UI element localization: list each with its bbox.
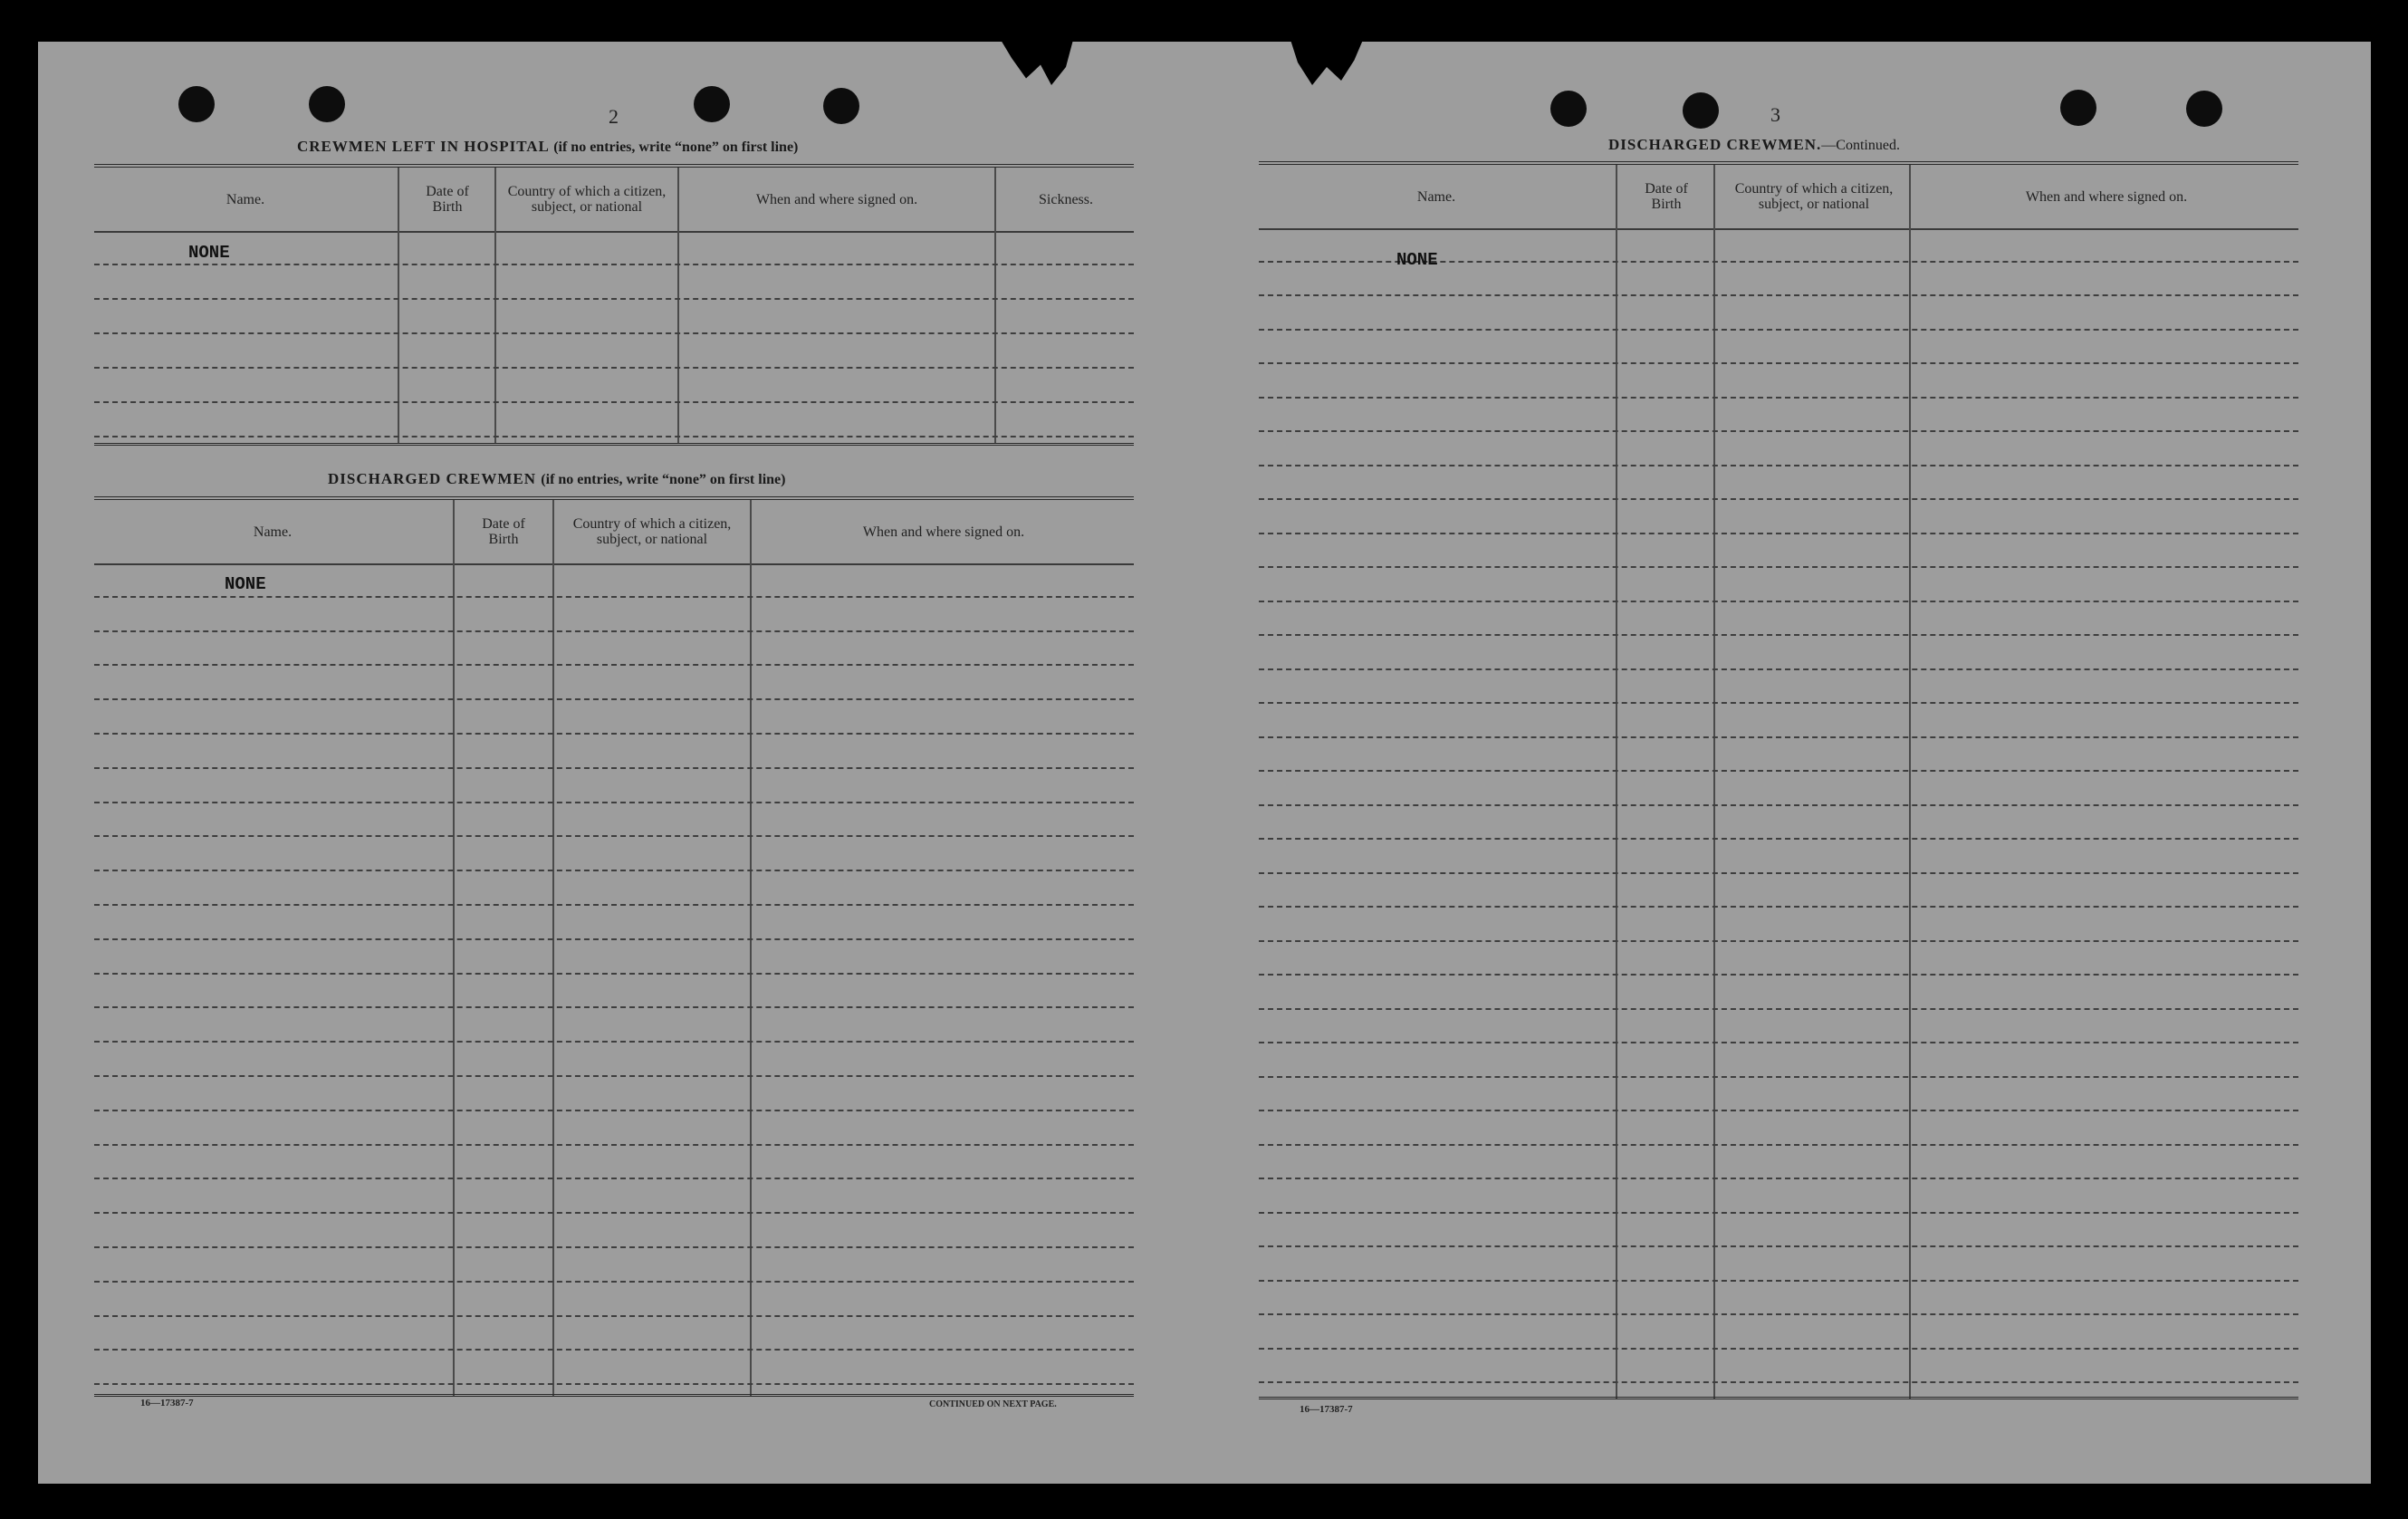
column-header-name: Name. [225, 191, 265, 207]
ruled-line [94, 298, 1134, 300]
ruled-line [94, 1178, 1134, 1179]
ruled-line [94, 332, 1134, 334]
ruled-line [94, 1006, 1134, 1008]
hospital-form-header [94, 168, 1134, 231]
ruled-line [1259, 1280, 2298, 1282]
discharged-continued-title-text: DISCHARGED CREWMEN. [1608, 136, 1822, 153]
ruled-line [94, 870, 1134, 871]
ruled-line [94, 630, 1134, 632]
column-header-signed-on: When and where signed on. [862, 524, 1025, 540]
hospital-section-title [297, 138, 798, 156]
column-divider [1713, 165, 1715, 1399]
discharged-continued-header [1259, 165, 2298, 228]
ruled-line [1259, 329, 2298, 331]
ruled-line [1259, 668, 2298, 670]
discharged-form-header [94, 500, 1134, 563]
ruled-line [1259, 1178, 2298, 1179]
ruled-line [1259, 1381, 2298, 1383]
ruled-line [94, 1041, 1134, 1043]
punch-hole [2060, 90, 2096, 126]
ruled-line [1259, 838, 2298, 840]
discharged-continued-entry-none: NONE [1396, 250, 1438, 270]
discharged-form-left [94, 496, 1134, 1406]
ruled-line [94, 973, 1134, 975]
column-header-country: Country of which a citizen, subject, or national [1734, 181, 1894, 212]
discharged-entry-none: NONE [225, 574, 266, 594]
column-divider [552, 500, 554, 1397]
ruled-line [1259, 430, 2298, 432]
page-number: 2 [609, 105, 619, 128]
form-number: 16—17387-7 [140, 1398, 194, 1408]
column-header-signed-on: When and where signed on. [755, 191, 918, 207]
ruled-line [94, 1144, 1134, 1146]
column-header-sickness: Sickness. [1039, 191, 1093, 207]
form-number: 16—17387-7 [1300, 1404, 1353, 1415]
ruled-line [1259, 1313, 2298, 1315]
ruled-line [94, 1246, 1134, 1248]
column-divider [1616, 165, 1617, 1399]
ruled-line [1259, 940, 2298, 942]
ruled-line [1259, 498, 2298, 500]
ruled-line [1259, 533, 2298, 534]
ruled-line [1259, 566, 2298, 568]
ruled-line [94, 1349, 1134, 1351]
ruled-line [94, 436, 1134, 437]
ruled-line [94, 1110, 1134, 1111]
page-number: 3 [1770, 103, 1780, 126]
punch-hole [1683, 92, 1719, 129]
hospital-entry-none: NONE [188, 243, 230, 263]
column-header-date-of-birth: Date of Birth [426, 184, 469, 215]
continued-on-next-page: CONTINUED ON NEXT PAGE. [929, 1399, 1057, 1409]
column-header-country: Country of which a citizen, subject, or national [572, 516, 732, 547]
ruled-line [1259, 1245, 2298, 1247]
ruled-line [94, 367, 1134, 369]
hospital-title-note: (if no entries, write “none” on first line) [553, 139, 799, 155]
punch-hole [178, 86, 215, 122]
ruled-line [94, 1281, 1134, 1283]
hospital-title-text: CREWMEN LEFT IN HOSPITAL [297, 138, 549, 155]
bottom-rule [94, 1394, 1134, 1397]
discharged-title-text: DISCHARGED CREWMEN [328, 470, 537, 487]
ruled-line [94, 802, 1134, 803]
column-divider [1909, 165, 1911, 1399]
column-divider [750, 500, 752, 1397]
column-header-signed-on: When and where signed on. [2025, 188, 2188, 205]
punch-hole [823, 88, 859, 124]
ruled-line [1259, 1110, 2298, 1111]
ruled-line [1259, 906, 2298, 908]
column-divider [453, 500, 455, 1397]
ruled-line [1259, 974, 2298, 976]
ruled-line [94, 835, 1134, 837]
ruled-line [1259, 804, 2298, 806]
discharged-section-title [328, 470, 785, 488]
ruled-line [1259, 601, 2298, 602]
column-header-country: Country of which a citizen, subject, or national [507, 184, 667, 215]
ruled-line [94, 938, 1134, 940]
ruled-line [1259, 1144, 2298, 1146]
discharged-form-right [1259, 161, 2298, 1406]
ruled-line [94, 1383, 1134, 1385]
ruled-line [94, 1212, 1134, 1214]
ruled-line [94, 264, 1134, 265]
discharged-continued-title [1608, 136, 1900, 154]
ruled-line [1259, 1348, 2298, 1350]
ruled-line [1259, 872, 2298, 874]
column-header-name: Name. [1416, 188, 1456, 205]
punch-hole [309, 86, 345, 122]
ruled-line [1259, 1076, 2298, 1078]
discharged-title-note: (if no entries, write “none” on first line) [541, 472, 786, 487]
ruled-line [1259, 770, 2298, 772]
ruled-line [94, 698, 1134, 700]
ruled-line [94, 1075, 1134, 1077]
ruled-line [1259, 397, 2298, 399]
punch-hole [1550, 91, 1587, 127]
ruled-line [1259, 1008, 2298, 1010]
ruled-line [1259, 294, 2298, 296]
column-header-date-of-birth: Date of Birth [482, 516, 525, 547]
ruled-line [94, 401, 1134, 403]
ruled-line [94, 767, 1134, 769]
ruled-line [1259, 634, 2298, 636]
ruled-line [1259, 362, 2298, 364]
column-header-date-of-birth: Date of Birth [1645, 181, 1688, 212]
column-header-name: Name. [253, 524, 293, 540]
hospital-form [94, 164, 1134, 448]
ruled-line [94, 733, 1134, 735]
header-rule [94, 231, 1134, 233]
continued-label: —Continued. [1821, 138, 1900, 153]
ruled-line [1259, 702, 2298, 704]
ruled-line [1259, 1042, 2298, 1043]
ruled-line [94, 664, 1134, 666]
bottom-rule [94, 443, 1134, 446]
ruled-line [1259, 736, 2298, 738]
bottom-rule [1259, 1397, 2298, 1399]
punch-hole [2186, 91, 2222, 127]
punch-hole [694, 86, 730, 122]
ruled-line [94, 1315, 1134, 1317]
ruled-line [94, 904, 1134, 906]
header-rule [94, 563, 1134, 565]
ruled-line [1259, 1212, 2298, 1214]
header-rule [1259, 228, 2298, 230]
ruled-line [94, 596, 1134, 598]
ruled-line [1259, 465, 2298, 466]
